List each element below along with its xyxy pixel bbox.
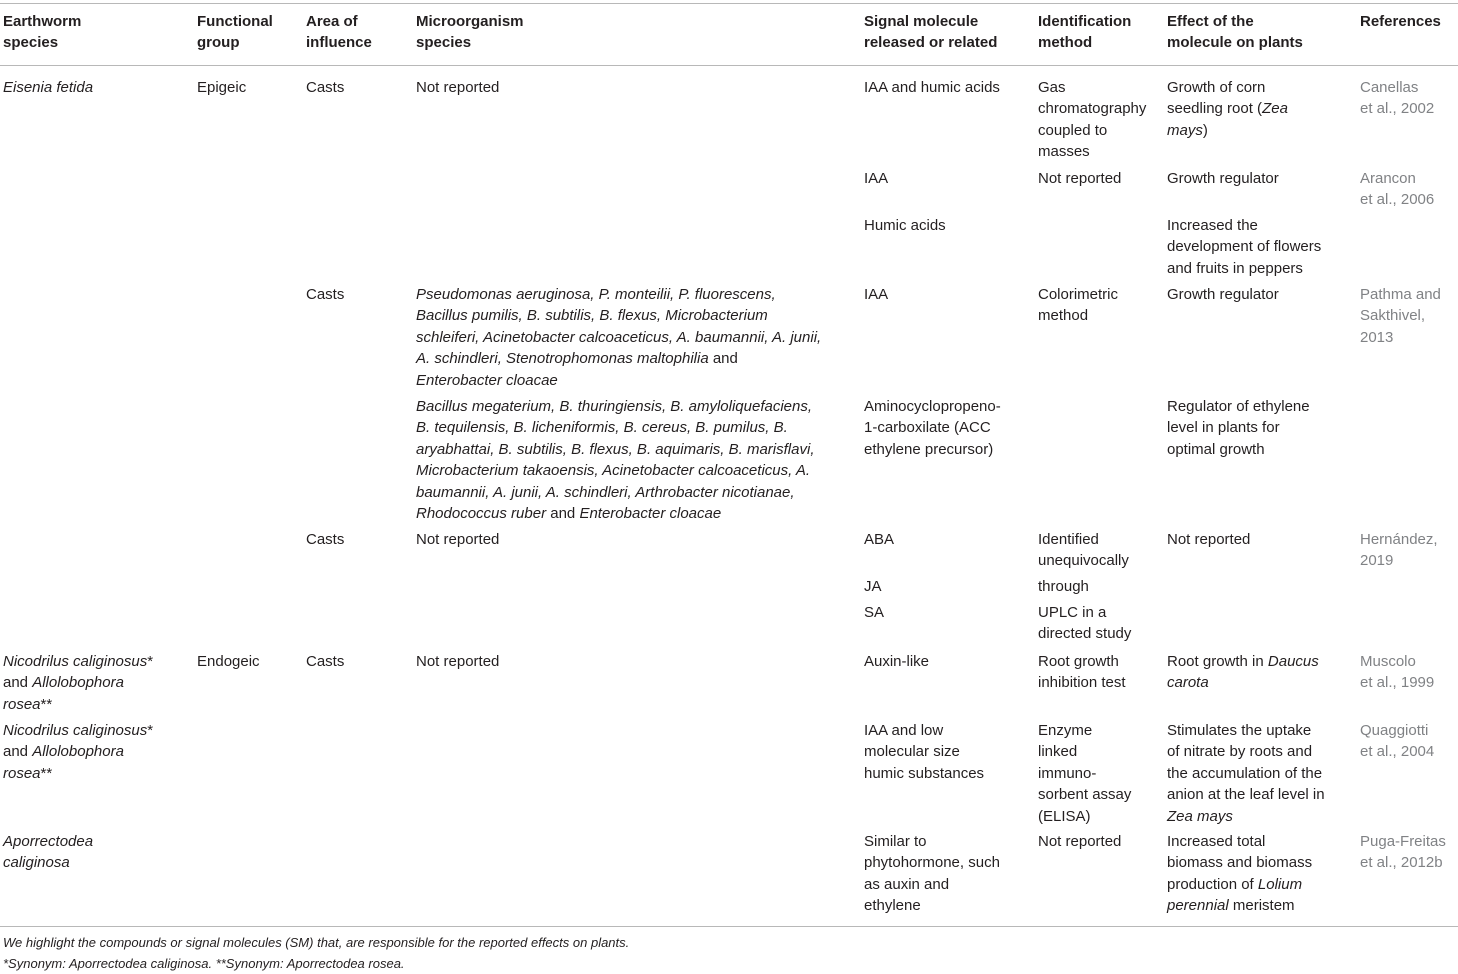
cell-effect: Stimulates the uptake of nitrate by roots and the accumulation of the anion at the leaf level in Zea mays (1167, 722, 1325, 825)
cell-signal: Auxin-like (864, 653, 930, 670)
cell-area: Casts (306, 286, 345, 303)
cell-reference: Canellas et al., 2002 (1360, 79, 1435, 118)
cell-ident: Not reported (1038, 833, 1122, 850)
cell-area: Casts (306, 79, 345, 96)
cell-micro: Not reported (416, 653, 500, 670)
cell-ident: Enzyme linked immuno- sorbent assay (ELISA) (1038, 722, 1132, 825)
cell-effect: Growth of corn seedling root (Zea mays) (1167, 79, 1288, 139)
cell-signal: Aminocyclopropeno- 1-carboxilate (ACC ethylene precursor) (864, 398, 1001, 458)
cell-reference: Puga-Freitas et al., 2012b (1360, 833, 1446, 872)
cell-area: Casts (306, 653, 345, 670)
cell-signal: Similar to phytohormone, such as auxin and ethylene (864, 833, 1000, 915)
cell-micro: Not reported (416, 531, 500, 548)
table-top-rule (0, 3, 1458, 4)
cell-ident: through (1038, 578, 1089, 595)
cell-effect: Regulator of ethylene level in plants for optimal growth (1167, 398, 1310, 458)
cell-species-aporrectodea: Aporrectodea caliginosa (3, 833, 94, 872)
cell-group-epigeic: Epigeic (197, 79, 247, 96)
cell-micro: Not reported (416, 79, 500, 96)
header-area-of-influence: Area of influence (306, 13, 372, 52)
cell-reference: Quaggiotti et al., 2004 (1360, 722, 1435, 761)
cell-signal: Humic acids (864, 217, 946, 234)
cell-effect: Root growth in Daucus carota (1167, 653, 1319, 692)
cell-ident: Not reported (1038, 170, 1122, 187)
cell-effect: Growth regulator (1167, 170, 1279, 187)
footnote-highlight: We highlight the compounds or signal molecules (SM) that, are responsible for the reported effects on plants. (3, 935, 630, 950)
cell-effect: Not reported (1167, 531, 1251, 548)
header-identification-method: Identification method (1038, 13, 1132, 52)
cell-species-eisenia: Eisenia fetida (3, 79, 94, 96)
cell-ident: UPLC in a directed study (1038, 604, 1132, 643)
header-earthworm-species: Earthworm species (3, 13, 82, 52)
cell-signal: ABA (864, 531, 895, 548)
header-signal-molecule: Signal molecule released or related (864, 13, 998, 52)
cell-species-nicodrilus: Nicodrilus caliginosus* and Allolobophora rosea** (3, 653, 154, 713)
cell-signal: SA (864, 604, 885, 621)
header-references: References (1360, 13, 1441, 30)
cell-signal: IAA and low molecular size humic substances (864, 722, 985, 782)
table-bottom-rule (0, 926, 1458, 927)
cell-signal: JA (864, 578, 882, 595)
cell-group-endogeic: Endogeic (197, 653, 260, 670)
cell-signal: IAA (864, 286, 889, 303)
header-effect-on-plants: Effect of the molecule on plants (1167, 13, 1303, 52)
cell-reference: Arancon et al., 2006 (1360, 170, 1435, 209)
cell-micro: Pseudomonas aeruginosa, P. monteilii, P. fluorescens, Bacillus pumilis, B. subtilis, B. flexus, Microbacterium schleiferi, Acinetobacter calcoaceticus, A. baumannii, A. junii, A. schindleri, Stenotrophomonas maltophilia and Enterobacter cloacae (416, 286, 822, 389)
cell-reference: Muscolo et al., 1999 (1360, 653, 1435, 692)
cell-effect: Growth regulator (1167, 286, 1279, 303)
cell-reference: Hernández, 2019 (1360, 531, 1438, 570)
cell-reference: Pathma and Sakthivel, 2013 (1360, 286, 1441, 346)
table-header-rule (0, 65, 1458, 66)
header-microorganism-species: Microorganism species (416, 13, 524, 52)
cell-ident: Identified unequivocally (1038, 531, 1129, 570)
header-functional-group: Functional group (197, 13, 273, 52)
footnote-synonyms: *Synonym: Aporrectodea caliginosa. **Synonym: Aporrectodea rosea. (3, 956, 405, 971)
cell-effect: Increased total biomass and biomass production of Lolium perennial meristem (1167, 833, 1313, 915)
cell-effect: Increased the development of flowers and fruits in peppers (1167, 217, 1322, 277)
cell-micro: Bacillus megaterium, B. thuringiensis, B. amyloliquefaciens, B. tequilensis, B. licheniformis, B. cereus, B. pumilus, B. aryabhattai, B. subtilis, B. flexus, B. aquimaris, B. marisflavi, Microbacterium takaoensis, Acinetobacter calcoaceticus, A. baumannii, A. junii, A. schindleri, Arthrobacter nicotianae, Rhodococcus ruber and Enterobacter cloacae (416, 398, 815, 523)
cell-area: Casts (306, 531, 345, 548)
cell-ident: Gas chromatography coupled to masses (1038, 79, 1147, 161)
cell-ident: Colorimetric method (1038, 286, 1119, 325)
cell-ident: Root growth inhibition test (1038, 653, 1126, 692)
cell-signal: IAA (864, 170, 889, 187)
cell-species-nicodrilus: Nicodrilus caliginosus* and Allolobophora rosea** (3, 722, 154, 782)
cell-signal: IAA and humic acids (864, 79, 1000, 96)
